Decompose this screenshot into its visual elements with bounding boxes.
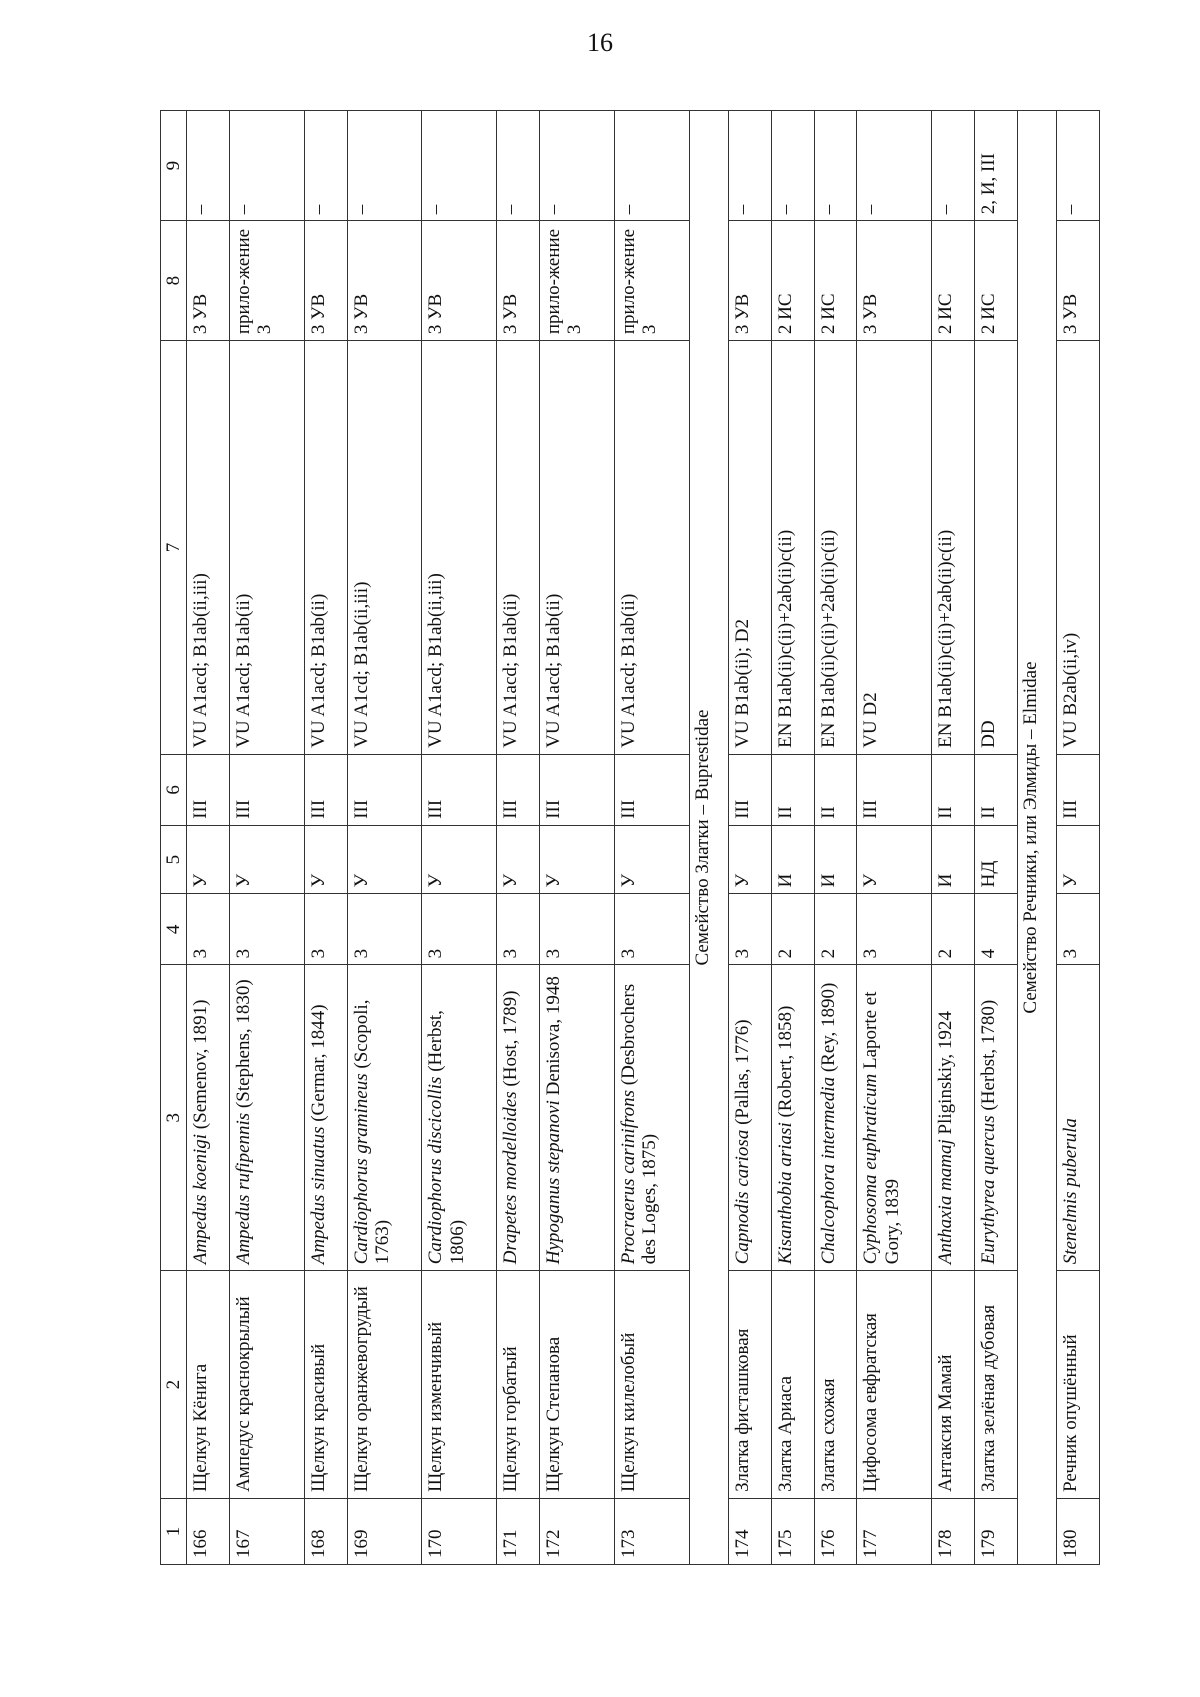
row-number: 178	[932, 1498, 975, 1564]
table-row	[932, 111, 975, 1565]
status-code: У	[1057, 825, 1100, 894]
species-name-ru: Речник опушённый	[1057, 1271, 1100, 1499]
row-number: 166	[187, 1498, 230, 1564]
category-code: 3	[229, 894, 304, 965]
species-name-ru: Щелкун красивый	[304, 1271, 347, 1499]
priority-class: III	[304, 754, 347, 825]
species-name-ru: Златка зелёная дубовая	[974, 1271, 1017, 1499]
rotated-table-area	[160, 110, 1100, 1565]
category-code: 3	[187, 894, 230, 965]
row-number: 180	[1057, 1498, 1100, 1564]
category-code: 3	[1057, 894, 1100, 965]
rf-redbook-status: 3 УВ	[422, 221, 497, 341]
latin-binomial: Chalcophora intermedia	[817, 1076, 839, 1265]
species-author: (Semenov, 1891)	[190, 999, 212, 1134]
species-table	[160, 110, 1100, 1565]
iucn-criteria: VU A1acd; B1ab(ii)	[614, 341, 689, 755]
species-name-latin	[932, 965, 975, 1271]
priority-class: III	[614, 754, 689, 825]
iucn-criteria: DD	[974, 341, 1017, 755]
category-code: 3	[857, 894, 932, 965]
species-name-latin	[729, 965, 772, 1271]
species-name-ru: Златка схожая	[814, 1271, 857, 1499]
species-name-latin	[539, 965, 614, 1271]
status-code: У	[614, 825, 689, 894]
table-row	[857, 111, 932, 1565]
row-number: 172	[539, 1498, 614, 1564]
extra-status: –	[422, 111, 497, 221]
rf-redbook-status: 3 УВ	[1057, 221, 1100, 341]
status-code: У	[347, 825, 422, 894]
header-cell: 6	[161, 754, 187, 825]
table-row	[771, 111, 814, 1565]
header-cell: 1	[161, 1498, 187, 1564]
species-name-ru: Щелкун изменчивый	[422, 1271, 497, 1499]
latin-binomial: Stenelmis puberula	[1060, 1118, 1082, 1265]
priority-class: III	[347, 754, 422, 825]
priority-class: II	[771, 754, 814, 825]
species-author: (Stephens, 1830)	[232, 979, 254, 1113]
species-name-latin	[814, 965, 857, 1271]
header-cell: 8	[161, 221, 187, 341]
species-name-latin	[422, 965, 497, 1271]
rf-redbook-status: 3 УВ	[729, 221, 772, 341]
table-row	[187, 111, 230, 1565]
status-code: И	[771, 825, 814, 894]
species-author: (Herbst, 1780)	[977, 999, 999, 1116]
header-cell: 3	[161, 965, 187, 1271]
status-code: У	[497, 825, 540, 894]
extra-status: –	[229, 111, 304, 221]
species-author: (Germar, 1844)	[307, 1004, 329, 1127]
extra-status: –	[771, 111, 814, 221]
species-name-latin	[857, 965, 932, 1271]
row-number: 171	[497, 1498, 540, 1564]
header-cell: 7	[161, 341, 187, 755]
latin-binomial: Eurythyrea quercus	[977, 1115, 999, 1265]
extra-status: –	[857, 111, 932, 221]
iucn-criteria: VU A1acd; B1ab(ii)	[497, 341, 540, 755]
species-name-ru: Щелкун горбатый	[497, 1271, 540, 1499]
latin-binomial: Ampedus koenigi	[190, 1133, 212, 1265]
species-author: (Pallas, 1776)	[732, 1019, 754, 1130]
species-name-ru: Златка Ариаса	[771, 1271, 814, 1499]
extra-status: –	[1057, 111, 1100, 221]
category-code: 2	[814, 894, 857, 965]
latin-binomial: Drapetes mordelloides	[500, 1091, 522, 1265]
species-name-latin	[614, 965, 689, 1271]
table-row	[422, 111, 497, 1565]
rf-redbook-status: 3 УВ	[347, 221, 422, 341]
iucn-criteria: EN B1ab(ii)c(ii)+2ab(ii)c(ii)	[814, 341, 857, 755]
iucn-criteria: EN B1ab(ii)c(ii)+2ab(ii)c(ii)	[771, 341, 814, 755]
species-name-ru: Антаксия Мамай	[932, 1271, 975, 1499]
extra-status: –	[347, 111, 422, 221]
iucn-criteria: VU A1acd; B1ab(ii)	[229, 341, 304, 755]
extra-status: 2, И, III	[974, 111, 1017, 221]
status-code: У	[857, 825, 932, 894]
iucn-criteria: EN B1ab(ii)c(ii)+2ab(ii)c(ii)	[932, 341, 975, 755]
priority-class: II	[932, 754, 975, 825]
rf-redbook-status: 2 ИС	[932, 221, 975, 341]
iucn-criteria: VU A1acd; B1ab(ii)	[539, 341, 614, 755]
species-author: (Rey, 1890)	[817, 982, 839, 1077]
latin-binomial: Cyphosoma euphraticum	[860, 1073, 882, 1265]
species-name-ru: Златка фисташковая	[729, 1271, 772, 1499]
rf-redbook-status: 2 ИС	[771, 221, 814, 341]
extra-status: –	[304, 111, 347, 221]
rf-redbook-status: 3 УВ	[497, 221, 540, 341]
species-author: (Robert, 1858)	[774, 1005, 796, 1123]
row-number: 169	[347, 1498, 422, 1564]
iucn-criteria: VU B1ab(ii); D2	[729, 341, 772, 755]
species-name-ru: Щелкун килелобый	[614, 1271, 689, 1499]
rf-redbook-status: прило-жение 3	[229, 221, 304, 341]
table-row	[1057, 111, 1100, 1565]
status-code: У	[422, 825, 497, 894]
species-author: Laporte et Gory, 1839	[860, 991, 903, 1265]
iucn-criteria: VU D2	[857, 341, 932, 755]
status-code: И	[932, 825, 975, 894]
latin-binomial: Cardiophorus discicollis	[425, 1076, 447, 1265]
priority-class: III	[497, 754, 540, 825]
status-code: И	[814, 825, 857, 894]
iucn-criteria: VU B2ab(ii,iv)	[1057, 341, 1100, 755]
table-row	[304, 111, 347, 1565]
extra-status: –	[614, 111, 689, 221]
category-code: 4	[974, 894, 1017, 965]
row-number: 173	[614, 1498, 689, 1564]
header-cell: 5	[161, 825, 187, 894]
species-name-latin	[1057, 965, 1100, 1271]
row-number: 168	[304, 1498, 347, 1564]
status-code: У	[539, 825, 614, 894]
extra-status: –	[497, 111, 540, 221]
row-number: 174	[729, 1498, 772, 1564]
extra-status: –	[539, 111, 614, 221]
species-name-ru: Щелкун Кёнига	[187, 1271, 230, 1499]
species-author: Denisova, 1948	[542, 976, 564, 1101]
rf-redbook-status: 2 ИС	[814, 221, 857, 341]
page-number: 16	[587, 28, 613, 57]
header-cell: 4	[161, 894, 187, 965]
header-cell: 9	[161, 111, 187, 221]
row-number: 177	[857, 1498, 932, 1564]
row-number: 170	[422, 1498, 497, 1564]
latin-binomial: Cardiophorus gramineus	[350, 1073, 372, 1265]
status-code: НД	[974, 825, 1017, 894]
row-number: 179	[974, 1498, 1017, 1564]
status-code: У	[729, 825, 772, 894]
latin-binomial: Ampedus sinuatus	[307, 1126, 329, 1265]
species-name-ru: Цифосома евфратская	[857, 1271, 932, 1499]
rf-redbook-status: 3 УВ	[187, 221, 230, 341]
rf-redbook-status: 3 УВ	[857, 221, 932, 341]
priority-class: III	[422, 754, 497, 825]
species-name-latin	[229, 965, 304, 1271]
category-code: 2	[771, 894, 814, 965]
species-author: (Scopoli, 1763)	[350, 999, 393, 1265]
species-author: (Desbrochers des Loges, 1875)	[617, 983, 660, 1265]
latin-binomial: Capnodis cariosa	[732, 1129, 754, 1265]
priority-class: III	[1057, 754, 1100, 825]
latin-binomial: Ampedus rufipennis	[232, 1112, 254, 1265]
iucn-criteria: VU A1acd; B1ab(ii,iii)	[422, 341, 497, 755]
priority-class: III	[229, 754, 304, 825]
rf-redbook-status: 3 УВ	[304, 221, 347, 341]
category-code: 3	[304, 894, 347, 965]
table-row	[539, 111, 614, 1565]
species-name-ru: Щелкун Степанова	[539, 1271, 614, 1499]
table-row	[974, 111, 1017, 1565]
species-name-latin	[974, 965, 1017, 1271]
species-author: (Host, 1789)	[500, 990, 522, 1092]
category-code: 3	[614, 894, 689, 965]
latin-binomial: Hypoganus stepanovi	[542, 1100, 564, 1265]
latin-binomial: Anthaxia mamaj	[935, 1139, 957, 1265]
extra-status: –	[729, 111, 772, 221]
species-name-ru: Ампедус краснокрылый	[229, 1271, 304, 1499]
extra-status: –	[932, 111, 975, 221]
table-row	[729, 111, 772, 1565]
extra-status: –	[814, 111, 857, 221]
table-row	[497, 111, 540, 1565]
priority-class: III	[729, 754, 772, 825]
row-number: 167	[229, 1498, 304, 1564]
status-code: У	[187, 825, 230, 894]
row-number: 175	[771, 1498, 814, 1564]
family-row	[689, 111, 729, 1565]
species-name-ru: Щелкун оранжевогрудый	[347, 1271, 422, 1499]
header-row	[161, 111, 187, 1565]
family-row	[1017, 111, 1057, 1565]
species-name-latin	[771, 965, 814, 1271]
rotated-table	[160, 110, 1100, 1565]
table-row	[347, 111, 422, 1565]
category-code: 2	[932, 894, 975, 965]
table-row	[614, 111, 689, 1565]
species-author: (Herbst, 1806)	[425, 1010, 468, 1265]
rf-redbook-status: прило-жение 3	[614, 221, 689, 341]
latin-binomial: Kisanthobia ariasi	[774, 1122, 796, 1265]
status-code: У	[229, 825, 304, 894]
category-code: 3	[729, 894, 772, 965]
category-code: 3	[539, 894, 614, 965]
extra-status: –	[187, 111, 230, 221]
latin-binomial: Procraerus carinifrons	[617, 1089, 639, 1265]
family-label: Семейство Речники, или Элмиды – Elmidae	[1017, 111, 1057, 1565]
category-code: 3	[422, 894, 497, 965]
status-code: У	[304, 825, 347, 894]
table-row	[229, 111, 304, 1565]
species-name-latin	[497, 965, 540, 1271]
category-code: 3	[497, 894, 540, 965]
species-name-latin	[304, 965, 347, 1271]
table-body	[187, 111, 1100, 1565]
iucn-criteria: VU A1acd; B1ab(ii)	[304, 341, 347, 755]
priority-class: III	[187, 754, 230, 825]
species-name-latin	[347, 965, 422, 1271]
row-number: 176	[814, 1498, 857, 1564]
rf-redbook-status: прило-жение 3	[539, 221, 614, 341]
iucn-criteria: VU A1acd; B1ab(ii,iii)	[187, 341, 230, 755]
priority-class: II	[814, 754, 857, 825]
family-label: Семейство Златки – Buprestidae	[689, 111, 729, 1565]
priority-class: III	[539, 754, 614, 825]
category-code: 3	[347, 894, 422, 965]
header-cell: 2	[161, 1271, 187, 1499]
table-row	[814, 111, 857, 1565]
rf-redbook-status: 2 ИС	[974, 221, 1017, 341]
priority-class: II	[974, 754, 1017, 825]
priority-class: III	[857, 754, 932, 825]
iucn-criteria: VU A1cd; B1ab(ii,iii)	[347, 341, 422, 755]
species-author: Pliginskiy, 1924	[935, 1011, 957, 1140]
species-name-latin	[187, 965, 230, 1271]
